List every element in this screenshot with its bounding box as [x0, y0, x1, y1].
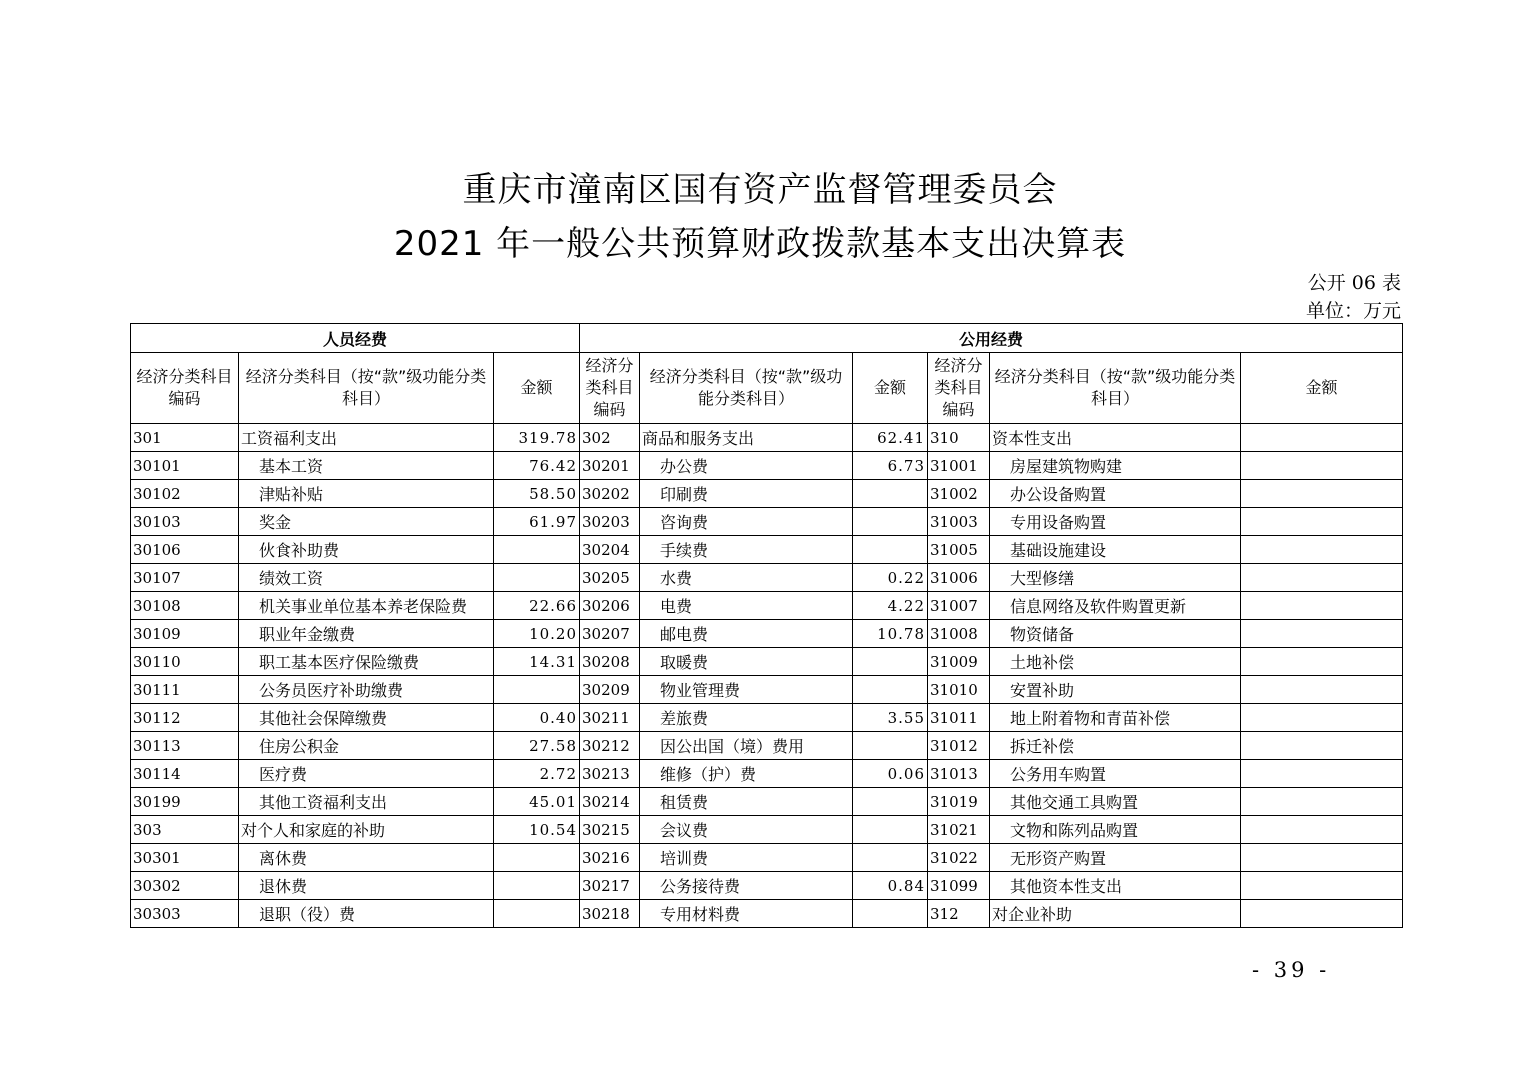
cell-name: 商品和服务支出: [640, 424, 853, 452]
cell-code: 30113: [131, 732, 239, 760]
cell-name: 手续费: [640, 536, 853, 564]
cell-name: 地上附着物和青苗补偿: [990, 704, 1241, 732]
cell-amount: 3.55: [853, 704, 928, 732]
table-row: [131, 536, 1403, 564]
cell-name: 公务用车购置: [990, 760, 1241, 788]
cell-amount: [1241, 480, 1403, 508]
cell-amount: 10.78: [853, 620, 928, 648]
table-row: [131, 480, 1403, 508]
cell-amount: 27.58: [494, 732, 580, 760]
table-body: [131, 424, 1403, 928]
cell-amount: 4.22: [853, 592, 928, 620]
cell-amount: [853, 788, 928, 816]
cell-amount: 14.31: [494, 648, 580, 676]
cell-code: 30208: [580, 648, 640, 676]
cell-amount: 319.78: [494, 424, 580, 452]
cell-name: 资本性支出: [990, 424, 1241, 452]
header-code-b: 经济分类科目编码: [580, 353, 640, 424]
expenditure-table: [130, 323, 1403, 928]
cell-name: 职业年金缴费: [239, 620, 494, 648]
cell-amount: 0.84: [853, 872, 928, 900]
cell-name: 咨询费: [640, 508, 853, 536]
cell-code: 30203: [580, 508, 640, 536]
document-subtitle: 2021 年一般公共预算财政拨款基本支出决算表: [393, 224, 1127, 264]
cell-name: 文物和陈列品购置: [990, 816, 1241, 844]
cell-code: 30202: [580, 480, 640, 508]
cell-amount: [494, 844, 580, 872]
cell-code: 31013: [928, 760, 990, 788]
cell-amount: [853, 676, 928, 704]
cell-name: 电费: [640, 592, 853, 620]
cell-code: 31009: [928, 648, 990, 676]
table-row: [131, 816, 1403, 844]
cell-code: 30205: [580, 564, 640, 592]
cell-name: 其他交通工具购置: [990, 788, 1241, 816]
cell-name: 基本工资: [239, 452, 494, 480]
cell-code: 30213: [580, 760, 640, 788]
cell-code: 31011: [928, 704, 990, 732]
cell-amount: 61.97: [494, 508, 580, 536]
cell-code: 30103: [131, 508, 239, 536]
cell-amount: [853, 480, 928, 508]
cell-code: 30109: [131, 620, 239, 648]
header-name-a: 经济分类科目（按“款”级功能分类科目）: [239, 353, 494, 424]
cell-code: 30102: [131, 480, 239, 508]
cell-name: 会议费: [640, 816, 853, 844]
cell-amount: [1241, 816, 1403, 844]
cell-code: 30216: [580, 844, 640, 872]
cell-amount: [1241, 760, 1403, 788]
cell-name: 津贴补贴: [239, 480, 494, 508]
cell-name: 伙食补助费: [239, 536, 494, 564]
cell-amount: [1241, 900, 1403, 928]
cell-amount: 62.41: [853, 424, 928, 452]
cell-name: 职工基本医疗保险缴费: [239, 648, 494, 676]
table-row: [131, 900, 1403, 928]
cell-name: 水费: [640, 564, 853, 592]
cell-code: 30206: [580, 592, 640, 620]
cell-code: 30110: [131, 648, 239, 676]
cell-name: 医疗费: [239, 760, 494, 788]
header-amount-a: 金额: [494, 353, 580, 424]
cell-code: 31021: [928, 816, 990, 844]
cell-code: 30112: [131, 704, 239, 732]
header-code-c: 经济分类科目编码: [928, 353, 990, 424]
cell-code: 31005: [928, 536, 990, 564]
cell-code: 31007: [928, 592, 990, 620]
cell-code: 302: [580, 424, 640, 452]
cell-name: 房屋建筑物购建: [990, 452, 1241, 480]
cell-amount: [1241, 844, 1403, 872]
cell-amount: 10.54: [494, 816, 580, 844]
cell-amount: [1241, 676, 1403, 704]
cell-code: 30111: [131, 676, 239, 704]
cell-name: 离休费: [239, 844, 494, 872]
cell-name: 退休费: [239, 872, 494, 900]
table-row: [131, 788, 1403, 816]
cell-amount: 2.72: [494, 760, 580, 788]
cell-code: 30214: [580, 788, 640, 816]
cell-code: 30211: [580, 704, 640, 732]
table-row: [131, 872, 1403, 900]
cell-amount: [1241, 704, 1403, 732]
table-row: [131, 704, 1403, 732]
cell-name: 取暖费: [640, 648, 853, 676]
cell-amount: [494, 676, 580, 704]
cell-amount: [853, 900, 928, 928]
cell-name: 无形资产购置: [990, 844, 1241, 872]
header-name-c: 经济分类科目（按“款”级功能分类科目）: [990, 353, 1241, 424]
cell-name: 拆迁补偿: [990, 732, 1241, 760]
cell-code: 31006: [928, 564, 990, 592]
cell-code: 310: [928, 424, 990, 452]
unit-label: 单位：万元: [1305, 300, 1401, 322]
cell-code: 312: [928, 900, 990, 928]
table-row: [131, 592, 1403, 620]
table-row: [131, 452, 1403, 480]
cell-code: 30108: [131, 592, 239, 620]
cell-amount: [1241, 592, 1403, 620]
cell-name: 其他社会保障缴费: [239, 704, 494, 732]
cell-amount: [853, 732, 928, 760]
group-public: 公用经费: [580, 324, 1403, 353]
column-header-row: [131, 353, 1403, 424]
cell-code: 30218: [580, 900, 640, 928]
cell-amount: [853, 536, 928, 564]
cell-amount: [1241, 564, 1403, 592]
cell-amount: [853, 844, 928, 872]
cell-name: 住房公积金: [239, 732, 494, 760]
table-row: [131, 760, 1403, 788]
header-name-b: 经济分类科目（按“款”级功能分类科目）: [640, 353, 853, 424]
cell-amount: [494, 564, 580, 592]
cell-code: 30209: [580, 676, 640, 704]
cell-code: 30302: [131, 872, 239, 900]
cell-name: 维修（护）费: [640, 760, 853, 788]
cell-code: 31010: [928, 676, 990, 704]
cell-name: 专用设备购置: [990, 508, 1241, 536]
cell-name: 其他资本性支出: [990, 872, 1241, 900]
cell-amount: [494, 900, 580, 928]
cell-name: 退职（役）费: [239, 900, 494, 928]
table-row: [131, 648, 1403, 676]
cell-name: 对企业补助: [990, 900, 1241, 928]
cell-amount: [1241, 424, 1403, 452]
table-row: [131, 676, 1403, 704]
cell-amount: 58.50: [494, 480, 580, 508]
cell-code: 30303: [131, 900, 239, 928]
table-row: [131, 424, 1403, 452]
cell-code: 31003: [928, 508, 990, 536]
cell-code: 30106: [131, 536, 239, 564]
cell-code: 30201: [580, 452, 640, 480]
cell-name: 土地补偿: [990, 648, 1241, 676]
group-personnel: 人员经费: [131, 324, 580, 353]
cell-amount: [853, 508, 928, 536]
cell-name: 办公设备购置: [990, 480, 1241, 508]
cell-amount: [1241, 732, 1403, 760]
group-header-row: [131, 324, 1403, 353]
cell-name: 其他工资福利支出: [239, 788, 494, 816]
cell-code: 31012: [928, 732, 990, 760]
cell-amount: [494, 872, 580, 900]
cell-name: 机关事业单位基本养老保险费: [239, 592, 494, 620]
table-row: [131, 844, 1403, 872]
cell-code: 31002: [928, 480, 990, 508]
cell-code: 31001: [928, 452, 990, 480]
cell-code: 30217: [580, 872, 640, 900]
cell-amount: [1241, 508, 1403, 536]
cell-amount: [494, 536, 580, 564]
cell-code: 30204: [580, 536, 640, 564]
cell-name: 绩效工资: [239, 564, 494, 592]
table-row: [131, 508, 1403, 536]
document-title: 重庆市潼南区国有资产监督管理委员会: [462, 170, 1058, 210]
cell-name: 印刷费: [640, 480, 853, 508]
cell-name: 基础设施建设: [990, 536, 1241, 564]
cell-name: 公务员医疗补助缴费: [239, 676, 494, 704]
cell-name: 奖金: [239, 508, 494, 536]
cell-code: 31019: [928, 788, 990, 816]
cell-amount: [853, 816, 928, 844]
cell-name: 专用材料费: [640, 900, 853, 928]
cell-amount: 45.01: [494, 788, 580, 816]
cell-amount: 0.06: [853, 760, 928, 788]
cell-name: 工资福利支出: [239, 424, 494, 452]
cell-name: 培训费: [640, 844, 853, 872]
cell-code: 30301: [131, 844, 239, 872]
cell-name: 信息网络及软件购置更新: [990, 592, 1241, 620]
cell-amount: [1241, 452, 1403, 480]
cell-code: 303: [131, 816, 239, 844]
cell-amount: 6.73: [853, 452, 928, 480]
table-row: [131, 564, 1403, 592]
cell-name: 大型修缮: [990, 564, 1241, 592]
header-amount-b: 金额: [853, 353, 928, 424]
cell-amount: [1241, 788, 1403, 816]
cell-name: 差旅费: [640, 704, 853, 732]
cell-amount: [1241, 620, 1403, 648]
cell-amount: 10.20: [494, 620, 580, 648]
cell-name: 物资储备: [990, 620, 1241, 648]
cell-code: 30101: [131, 452, 239, 480]
cell-code: 30207: [580, 620, 640, 648]
table-row: [131, 620, 1403, 648]
cell-code: 30199: [131, 788, 239, 816]
cell-code: 30107: [131, 564, 239, 592]
cell-name: 办公费: [640, 452, 853, 480]
cell-amount: 0.40: [494, 704, 580, 732]
cell-name: 租赁费: [640, 788, 853, 816]
cell-name: 对个人和家庭的补助: [239, 816, 494, 844]
cell-amount: 22.66: [494, 592, 580, 620]
cell-name: 物业管理费: [640, 676, 853, 704]
cell-code: 30114: [131, 760, 239, 788]
cell-name: 因公出国（境）费用: [640, 732, 853, 760]
cell-name: 公务接待费: [640, 872, 853, 900]
cell-code: 30215: [580, 816, 640, 844]
cell-code: 301: [131, 424, 239, 452]
page-number: - 39 -: [1252, 958, 1331, 982]
cell-code: 31008: [928, 620, 990, 648]
header-amount-c: 金额: [1241, 353, 1403, 424]
cell-name: 邮电费: [640, 620, 853, 648]
cell-code: 31099: [928, 872, 990, 900]
cell-code: 31022: [928, 844, 990, 872]
cell-amount: 0.22: [853, 564, 928, 592]
cell-amount: [1241, 872, 1403, 900]
form-number: 公开 06 表: [1307, 272, 1401, 294]
cell-amount: [1241, 648, 1403, 676]
cell-code: 30212: [580, 732, 640, 760]
table-row: [131, 732, 1403, 760]
cell-amount: 76.42: [494, 452, 580, 480]
header-code-a: 经济分类科目编码: [131, 353, 239, 424]
cell-name: 安置补助: [990, 676, 1241, 704]
cell-amount: [1241, 536, 1403, 564]
cell-amount: [853, 648, 928, 676]
